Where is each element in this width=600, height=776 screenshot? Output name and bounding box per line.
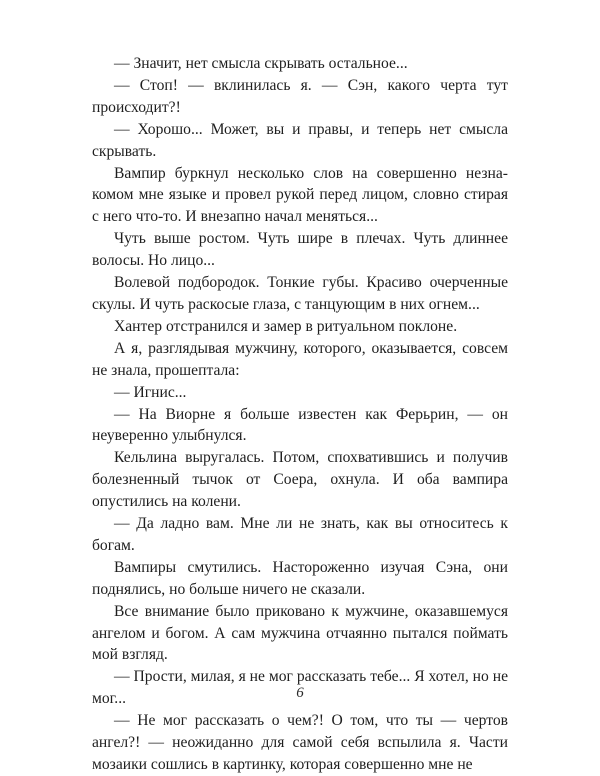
paragraph: — Не мог рассказать о чем?! О том, что ты — чертов ангел?! — неожиданно для самой себя вспылила я. Части мозаики сошлись в картинку, которая совершенно мне не	[92, 712, 508, 773]
paragraph: Хантер отстранился и замер в ритуальном поклоне.	[114, 317, 458, 335]
paragraph: Вампиры смутились. Настороженно изучая Сэна, они поднялись, но больше ничего не сказали.	[92, 558, 508, 598]
paragraph: — Игнис...	[114, 383, 187, 401]
paragraph: — Да ладно вам. Мне ли не знать, как вы относитесь к богам.	[92, 515, 508, 554]
paragraph: А я, разглядывая мужчину, которого, оказывается, совсем не знала, прошептала:	[92, 339, 508, 379]
paragraph: — Прости, милая, я не мог рассказать тебе... Я хотел, но не мог...	[92, 668, 508, 708]
body-text	[92, 53, 508, 776]
paragraph: — Хорошо... Может, вы и правы, и теперь нет смысла скрывать.	[92, 120, 508, 160]
paragraph: Чуть выше ростом. Чуть шире в плечах. Чуть длиннее волосы. Но лицо...	[92, 230, 508, 270]
page-number: 6	[296, 685, 304, 701]
paragraph: — Стоп! — вклинилась я. — Сэн, какого черта тут происходит?!	[92, 76, 508, 116]
paragraph: — Значит, нет смысла скрывать остальное...	[114, 55, 408, 72]
paragraph: Вампир буркнул несколько слов на совершенно незнакомом мне языке и провел рукой перед лицом, словно стирая с него что-то. И внезапно начал меняться...	[92, 164, 508, 226]
paragraph: Кельлина выругалась. Потом, спохватившись и получив болезненный тычок от Соера, охнула. И оба вампира опустились на колени.	[92, 449, 508, 511]
paragraph: — На Виорне я больше известен как Ферьрин, — он неуверенно улыбнулся.	[92, 405, 508, 445]
paragraph: Все внимание было приковано к мужчине, оказавшемуся ангелом и богом. А сам мужчина отчаянно пытался поймать мой взгляд.	[92, 602, 508, 664]
paragraph: Волевой подбородок. Тонкие губы. Красиво очерченные скулы. И чуть раскосые глаза, с танцующим в них огнем...	[92, 274, 508, 313]
